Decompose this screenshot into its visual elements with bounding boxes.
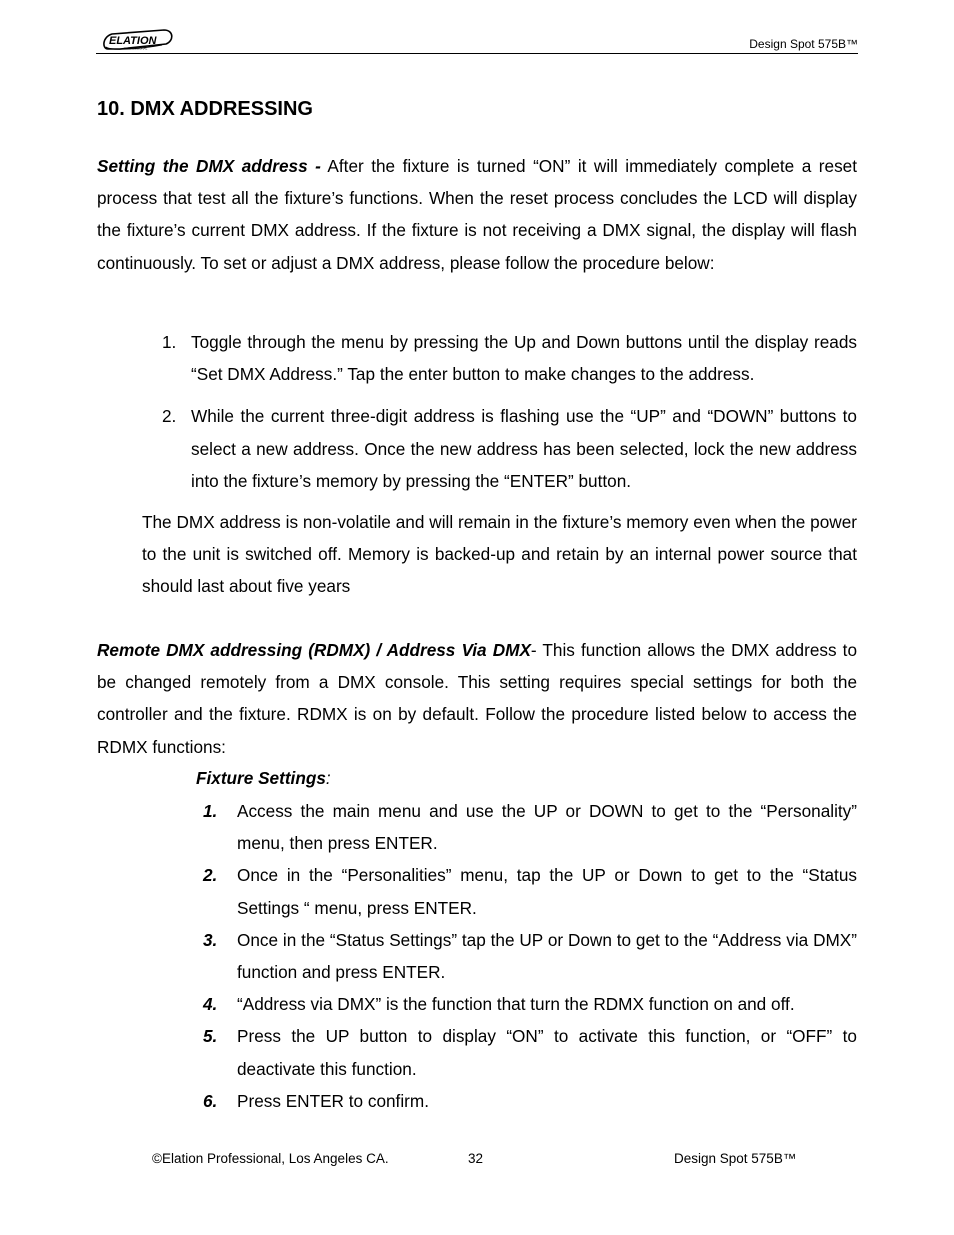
elation-logo — [100, 27, 174, 53]
list-item — [203, 1020, 857, 1084]
list-item — [203, 859, 857, 923]
step-text: Once in the “Status Settings” tap the UP or Down to get to the “Address via DMX” function and press ENTER. — [237, 929, 857, 983]
svg-text:ELATION: ELATION — [109, 35, 157, 47]
step-text: Once in the “Personalities” menu, tap the UP or Down to get to the “Status Settings “ menu, press ENTER. — [237, 865, 857, 918]
step-number: 2. — [162, 406, 177, 427]
list-item — [203, 988, 857, 1020]
header-product-name: Design Spot 575B™ — [749, 37, 858, 51]
setting-dmx-address-paragraph — [97, 150, 857, 279]
fixture-settings-label: Fixture Settings — [196, 768, 326, 788]
step-text: Toggle through the menu by pressing the Up and Down buttons until the display reads “Set DMX Address.” Tap the enter button to make changes to the address. — [191, 332, 857, 385]
step-number: 1. — [203, 801, 218, 821]
footer-product-name: Design Spot 575B™ — [674, 1151, 797, 1166]
rdmx-paragraph — [97, 634, 857, 763]
setting-lead: Setting the DMX address - — [97, 156, 321, 176]
setting-body: After the fixture is turned “ON” it will immediately complete a reset process that test all the fixture’s functions. When the reset process concludes the LCD will display the fixture’s current DMX address. If the fixture is not receiving a DMX signal, the display will flash continuously. To set or adjust a DMX address, please follow the procedure below: — [97, 156, 857, 273]
step-text: Access the main menu and use the UP or DOWN to get to the “Personality” menu, then press ENTER. — [237, 801, 857, 854]
fixture-settings-colon: : — [325, 768, 331, 788]
rdmx-body: - This function allows the DMX address to be changed remotely from a DMX console. This setting requires special settings for both the controller and the fixture. RDMX is on by default. Follow the procedure listed below to access the RDMX functions: — [97, 640, 857, 757]
list-item — [203, 1085, 857, 1117]
step-number: 3. — [203, 929, 218, 950]
list-item — [203, 795, 857, 859]
step-number: 2. — [203, 865, 218, 886]
list-item — [162, 400, 857, 497]
step-number: 6. — [203, 1090, 218, 1111]
header-divider — [96, 53, 858, 54]
step-text: Press ENTER to confirm. — [237, 1090, 429, 1111]
address-steps-list — [162, 326, 857, 507]
footer-page-number: 32 — [468, 1151, 484, 1166]
step-text: “Address via DMX” is the function that turn the RDMX function on and off. — [237, 994, 795, 1015]
list-item — [162, 326, 857, 390]
svg-text:PROFESSIONAL: PROFESSIONAL — [124, 46, 148, 51]
step-text: Press the UP button to display “ON” to activate this function, or “OFF” to deactivate this function. — [237, 1026, 857, 1079]
non-volatile-note: The DMX address is non-volatile and will remain in the fixture’s memory even when the power to the unit is switched off. Memory is backed-up and retain by an internal power source that should last about five years — [142, 512, 857, 597]
list-item — [203, 924, 857, 988]
step-text: While the current three-digit address is flashing use the “UP” and “DOWN” buttons to select a new address. Once the new address has been selected, lock the new address into the fixture’s memory by pressing the “ENTER” button. — [191, 406, 857, 491]
rdmx-lead: Remote DMX addressing (RDMX) / Address Via DMX — [97, 640, 531, 660]
step-number: 1. — [162, 332, 177, 352]
step-number: 4. — [203, 994, 218, 1015]
section-title: 10. DMX ADDRESSING — [97, 98, 313, 120]
footer-copyright: ©Elation Professional, Los Angeles CA. — [152, 1151, 389, 1166]
fixture-settings-heading — [196, 762, 331, 794]
step-number: 5. — [203, 1026, 218, 1047]
fixture-settings-steps-list — [203, 795, 857, 1117]
